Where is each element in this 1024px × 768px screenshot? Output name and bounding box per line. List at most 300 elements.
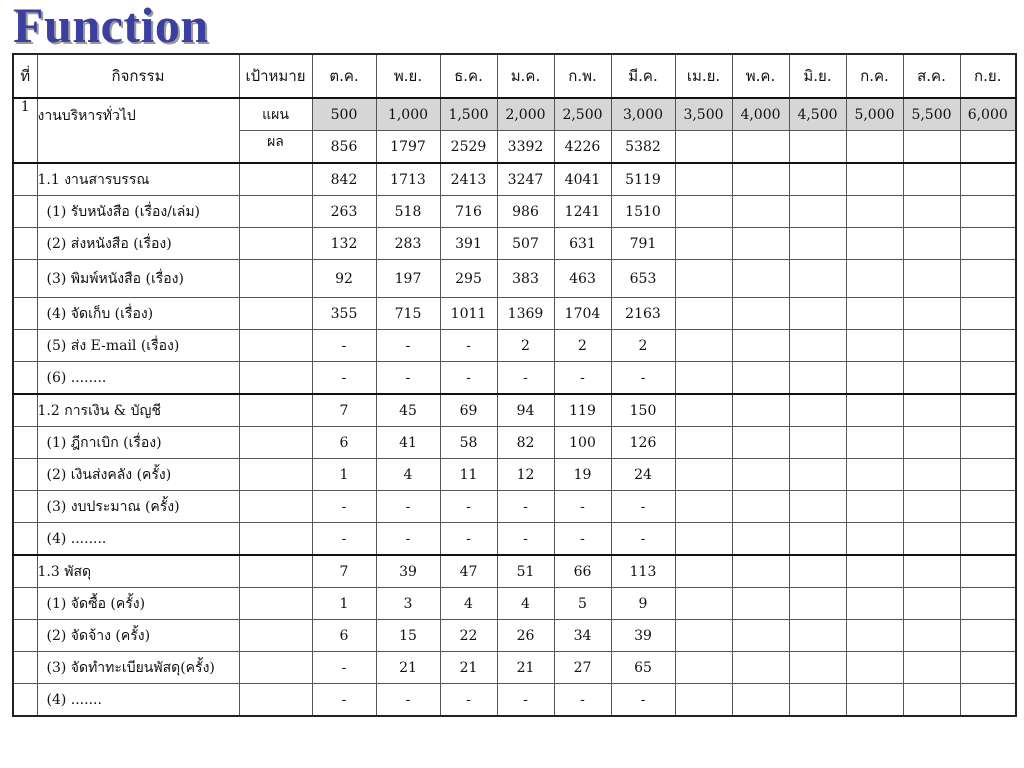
value-cell: [846, 588, 903, 620]
table-row: [13, 491, 1016, 523]
value-cell: 1369: [497, 298, 554, 330]
value-cell: 41: [376, 427, 440, 459]
activity-cell: (1) รับหนังสือ (เรื่อง/เล่ม): [37, 196, 239, 228]
value-cell: [960, 260, 1016, 298]
plan-row: [13, 98, 1016, 131]
value-cell: [789, 298, 846, 330]
result-cell: [675, 131, 732, 164]
value-cell: 1241: [554, 196, 611, 228]
activity-cell: 1.1 งานสารบรรณ: [37, 163, 239, 196]
activity-cell: (6) ........: [37, 362, 239, 395]
activity-cell: (1) ฎีกาเบิก (เรื่อง): [37, 427, 239, 459]
value-cell: -: [497, 523, 554, 556]
value-cell: 21: [440, 652, 497, 684]
value-cell: 715: [376, 298, 440, 330]
value-cell: [903, 163, 960, 196]
value-cell: 507: [497, 228, 554, 260]
row-number-cell: [13, 523, 37, 556]
activity-cell: 1.3 พัสดุ: [37, 555, 239, 588]
value-cell: 2163: [611, 298, 675, 330]
value-cell: [846, 620, 903, 652]
plan-cell: 3,000: [611, 98, 675, 131]
table-row: [13, 620, 1016, 652]
value-cell: 27: [554, 652, 611, 684]
table-row: [13, 163, 1016, 196]
table-row: [13, 523, 1016, 556]
value-cell: -: [497, 491, 554, 523]
target-cell: [239, 555, 312, 588]
activity-cell: (2) ส่งหนังสือ (เรื่อง): [37, 228, 239, 260]
value-cell: [846, 260, 903, 298]
result-cell: 3392: [497, 131, 554, 164]
value-cell: [903, 228, 960, 260]
header-month: ก.ค.: [846, 54, 903, 98]
header-target: เป้าหมาย: [239, 54, 312, 98]
value-cell: [675, 491, 732, 523]
value-cell: [789, 652, 846, 684]
value-cell: [960, 555, 1016, 588]
value-cell: -: [376, 491, 440, 523]
row-number-cell: [13, 298, 37, 330]
value-cell: -: [312, 684, 376, 717]
activity-cell: (3) งบประมาณ (ครั้ง): [37, 491, 239, 523]
value-cell: [675, 652, 732, 684]
value-cell: [675, 394, 732, 427]
value-cell: [846, 330, 903, 362]
page-title: Function: [13, 0, 209, 53]
activity-cell: 1.2 การเงิน & บัญชี: [37, 394, 239, 427]
value-cell: -: [312, 652, 376, 684]
value-cell: 82: [497, 427, 554, 459]
table-row: [13, 427, 1016, 459]
value-cell: [960, 588, 1016, 620]
value-cell: [732, 298, 789, 330]
value-cell: 26: [497, 620, 554, 652]
section-number: 1: [13, 98, 37, 163]
plan-cell: 2,500: [554, 98, 611, 131]
value-cell: -: [497, 684, 554, 717]
value-cell: 4041: [554, 163, 611, 196]
value-cell: 1: [312, 459, 376, 491]
activity-cell: (4) .......: [37, 684, 239, 717]
table-row: [13, 228, 1016, 260]
table-row: [13, 298, 1016, 330]
value-cell: [960, 298, 1016, 330]
value-cell: 126: [611, 427, 675, 459]
value-cell: [732, 427, 789, 459]
value-cell: [789, 427, 846, 459]
value-cell: [732, 555, 789, 588]
target-cell: [239, 459, 312, 491]
value-cell: [960, 163, 1016, 196]
value-cell: [732, 260, 789, 298]
value-cell: 1704: [554, 298, 611, 330]
value-cell: [675, 588, 732, 620]
value-cell: [903, 427, 960, 459]
result-label: ผล: [239, 131, 312, 164]
value-cell: [732, 684, 789, 717]
value-cell: [732, 362, 789, 395]
header-activity: กิจกรรม: [37, 54, 239, 98]
table-row: [13, 588, 1016, 620]
value-cell: [846, 228, 903, 260]
value-cell: [903, 298, 960, 330]
value-cell: 3: [376, 588, 440, 620]
plan-cell: 5,500: [903, 98, 960, 131]
value-cell: [789, 163, 846, 196]
plan-cell: 3,500: [675, 98, 732, 131]
value-cell: 5119: [611, 163, 675, 196]
table-row: [13, 459, 1016, 491]
value-cell: 716: [440, 196, 497, 228]
value-cell: [789, 362, 846, 395]
value-cell: 39: [611, 620, 675, 652]
header-month: เม.ย.: [675, 54, 732, 98]
value-cell: [903, 362, 960, 395]
section-activity: งานบริหารทั่วไป: [37, 98, 239, 163]
value-cell: 12: [497, 459, 554, 491]
value-cell: [732, 523, 789, 556]
target-cell: [239, 163, 312, 196]
value-cell: [846, 394, 903, 427]
value-cell: [960, 196, 1016, 228]
row-number-cell: [13, 394, 37, 427]
value-cell: [903, 330, 960, 362]
value-cell: 283: [376, 228, 440, 260]
value-cell: 2: [611, 330, 675, 362]
result-cell: [789, 131, 846, 164]
value-cell: 39: [376, 555, 440, 588]
row-number-cell: [13, 620, 37, 652]
value-cell: [960, 427, 1016, 459]
row-number-cell: [13, 362, 37, 395]
value-cell: -: [376, 362, 440, 395]
header-month: มี.ค.: [611, 54, 675, 98]
value-cell: [675, 620, 732, 652]
target-cell: [239, 330, 312, 362]
result-cell: 2529: [440, 131, 497, 164]
value-cell: [846, 684, 903, 717]
value-cell: [732, 228, 789, 260]
value-cell: 653: [611, 260, 675, 298]
value-cell: [960, 652, 1016, 684]
target-cell: [239, 196, 312, 228]
value-cell: [789, 523, 846, 556]
value-cell: [903, 196, 960, 228]
value-cell: 631: [554, 228, 611, 260]
target-cell: [239, 684, 312, 717]
value-cell: 7: [312, 555, 376, 588]
value-cell: [675, 459, 732, 491]
header-month: พ.ย.: [376, 54, 440, 98]
result-cell: [732, 131, 789, 164]
value-cell: [675, 427, 732, 459]
activity-cell: (4) จัดเก็บ (เรื่อง): [37, 298, 239, 330]
value-cell: [846, 427, 903, 459]
value-cell: -: [376, 684, 440, 717]
value-cell: 383: [497, 260, 554, 298]
value-cell: -: [611, 491, 675, 523]
value-cell: [960, 684, 1016, 717]
value-cell: [732, 330, 789, 362]
value-cell: 1713: [376, 163, 440, 196]
value-cell: [789, 620, 846, 652]
value-cell: -: [440, 684, 497, 717]
plan-cell: 500: [312, 98, 376, 131]
value-cell: 1510: [611, 196, 675, 228]
value-cell: [732, 163, 789, 196]
value-cell: -: [554, 684, 611, 717]
target-cell: [239, 491, 312, 523]
value-cell: -: [611, 523, 675, 556]
plan-cell: 4,500: [789, 98, 846, 131]
value-cell: -: [312, 330, 376, 362]
value-cell: [789, 228, 846, 260]
value-cell: -: [497, 362, 554, 395]
value-cell: [675, 228, 732, 260]
value-cell: 518: [376, 196, 440, 228]
value-cell: 150: [611, 394, 675, 427]
row-number-cell: [13, 491, 37, 523]
value-cell: 197: [376, 260, 440, 298]
activity-table: [12, 53, 1017, 717]
value-cell: [960, 523, 1016, 556]
value-cell: 15: [376, 620, 440, 652]
value-cell: 132: [312, 228, 376, 260]
activity-cell: (1) จัดซื้อ (ครั้ง): [37, 588, 239, 620]
row-number-cell: [13, 588, 37, 620]
value-cell: 34: [554, 620, 611, 652]
result-cell: 5382: [611, 131, 675, 164]
value-cell: [903, 523, 960, 556]
plan-cell: 5,000: [846, 98, 903, 131]
value-cell: [732, 196, 789, 228]
value-cell: 19: [554, 459, 611, 491]
value-cell: 66: [554, 555, 611, 588]
target-cell: [239, 362, 312, 395]
value-cell: 22: [440, 620, 497, 652]
value-cell: [846, 459, 903, 491]
value-cell: [903, 588, 960, 620]
value-cell: [789, 588, 846, 620]
value-cell: 21: [497, 652, 554, 684]
plan-cell: 2,000: [497, 98, 554, 131]
target-cell: [239, 260, 312, 298]
table-row: [13, 555, 1016, 588]
value-cell: -: [440, 491, 497, 523]
header-month: ธ.ค.: [440, 54, 497, 98]
value-cell: [675, 684, 732, 717]
value-cell: 791: [611, 228, 675, 260]
row-number-cell: [13, 228, 37, 260]
value-cell: -: [440, 523, 497, 556]
value-cell: 65: [611, 652, 675, 684]
value-cell: 58: [440, 427, 497, 459]
result-cell: 856: [312, 131, 376, 164]
value-cell: -: [312, 523, 376, 556]
target-cell: [239, 228, 312, 260]
value-cell: [789, 459, 846, 491]
value-cell: 2: [554, 330, 611, 362]
value-cell: 51: [497, 555, 554, 588]
plan-cell: 4,000: [732, 98, 789, 131]
header-month: มิ.ย.: [789, 54, 846, 98]
value-cell: [675, 523, 732, 556]
value-cell: 4: [497, 588, 554, 620]
value-cell: -: [440, 330, 497, 362]
value-cell: [732, 491, 789, 523]
value-cell: 92: [312, 260, 376, 298]
value-cell: 6: [312, 620, 376, 652]
value-cell: 6: [312, 427, 376, 459]
value-cell: -: [312, 491, 376, 523]
row-number-cell: [13, 196, 37, 228]
value-cell: 2: [497, 330, 554, 362]
value-cell: -: [611, 684, 675, 717]
value-cell: [903, 555, 960, 588]
value-cell: [960, 228, 1016, 260]
header-month: ก.พ.: [554, 54, 611, 98]
value-cell: [960, 330, 1016, 362]
value-cell: [789, 330, 846, 362]
value-cell: [903, 652, 960, 684]
value-cell: 295: [440, 260, 497, 298]
value-cell: [846, 652, 903, 684]
table-row: [13, 196, 1016, 228]
row-number-cell: [13, 652, 37, 684]
value-cell: [732, 394, 789, 427]
row-number-cell: [13, 684, 37, 717]
value-cell: [732, 652, 789, 684]
table-row: [13, 394, 1016, 427]
target-cell: [239, 427, 312, 459]
value-cell: [675, 163, 732, 196]
target-cell: [239, 620, 312, 652]
plan-cell: 1,000: [376, 98, 440, 131]
table-row: [13, 330, 1016, 362]
target-cell: [239, 588, 312, 620]
table-row: [13, 684, 1016, 717]
value-cell: -: [440, 362, 497, 395]
target-cell: [239, 298, 312, 330]
value-cell: 986: [497, 196, 554, 228]
value-cell: 463: [554, 260, 611, 298]
value-cell: 24: [611, 459, 675, 491]
value-cell: [846, 491, 903, 523]
value-cell: 391: [440, 228, 497, 260]
plan-cell: 6,000: [960, 98, 1016, 131]
value-cell: [960, 620, 1016, 652]
table-row: [13, 260, 1016, 298]
value-cell: -: [554, 362, 611, 395]
value-cell: 119: [554, 394, 611, 427]
row-number-cell: [13, 330, 37, 362]
value-cell: [675, 298, 732, 330]
value-cell: -: [376, 330, 440, 362]
header-month: ต.ค.: [312, 54, 376, 98]
value-cell: 355: [312, 298, 376, 330]
value-cell: 47: [440, 555, 497, 588]
result-cell: 4226: [554, 131, 611, 164]
plan-cell: 1,500: [440, 98, 497, 131]
activity-cell: (2) เงินส่งคลัง (ครั้ง): [37, 459, 239, 491]
header-no: ที่: [13, 54, 37, 98]
activity-cell: (4) ........: [37, 523, 239, 556]
result-cell: [960, 131, 1016, 164]
value-cell: 9: [611, 588, 675, 620]
activity-cell: (2) จัดจ้าง (ครั้ง): [37, 620, 239, 652]
row-number-cell: [13, 555, 37, 588]
value-cell: [903, 620, 960, 652]
target-cell: [239, 652, 312, 684]
value-cell: 7: [312, 394, 376, 427]
value-cell: 263: [312, 196, 376, 228]
value-cell: [789, 196, 846, 228]
value-cell: [903, 260, 960, 298]
row-number-cell: [13, 459, 37, 491]
value-cell: [789, 394, 846, 427]
value-cell: [960, 394, 1016, 427]
target-cell: [239, 523, 312, 556]
value-cell: [903, 491, 960, 523]
value-cell: [675, 330, 732, 362]
value-cell: 45: [376, 394, 440, 427]
value-cell: [675, 362, 732, 395]
table-row: [13, 652, 1016, 684]
value-cell: -: [554, 523, 611, 556]
value-cell: [846, 196, 903, 228]
value-cell: 69: [440, 394, 497, 427]
value-cell: [960, 362, 1016, 395]
value-cell: [903, 394, 960, 427]
value-cell: 113: [611, 555, 675, 588]
value-cell: [732, 459, 789, 491]
activity-cell: (3) จัดทำทะเบียนพัสดุ(ครั้ง): [37, 652, 239, 684]
header-month: ม.ค.: [497, 54, 554, 98]
value-cell: -: [554, 491, 611, 523]
value-cell: [960, 491, 1016, 523]
result-cell: [903, 131, 960, 164]
value-cell: 100: [554, 427, 611, 459]
row-number-cell: [13, 163, 37, 196]
header-month: ก.ย.: [960, 54, 1016, 98]
value-cell: [675, 555, 732, 588]
value-cell: 1011: [440, 298, 497, 330]
value-cell: 11: [440, 459, 497, 491]
value-cell: [846, 555, 903, 588]
header-month: พ.ค.: [732, 54, 789, 98]
value-cell: 1: [312, 588, 376, 620]
header-month: ส.ค.: [903, 54, 960, 98]
value-cell: [789, 684, 846, 717]
activity-cell: (3) พิมพ์หนังสือ (เรื่อง): [37, 260, 239, 298]
value-cell: -: [312, 362, 376, 395]
value-cell: -: [376, 523, 440, 556]
value-cell: 3247: [497, 163, 554, 196]
value-cell: 5: [554, 588, 611, 620]
value-cell: [675, 196, 732, 228]
value-cell: [789, 555, 846, 588]
value-cell: -: [611, 362, 675, 395]
value-cell: [846, 163, 903, 196]
result-cell: [846, 131, 903, 164]
value-cell: [846, 298, 903, 330]
value-cell: 4: [440, 588, 497, 620]
plan-label: แผน: [239, 98, 312, 131]
value-cell: [789, 491, 846, 523]
value-cell: [903, 459, 960, 491]
target-cell: [239, 394, 312, 427]
